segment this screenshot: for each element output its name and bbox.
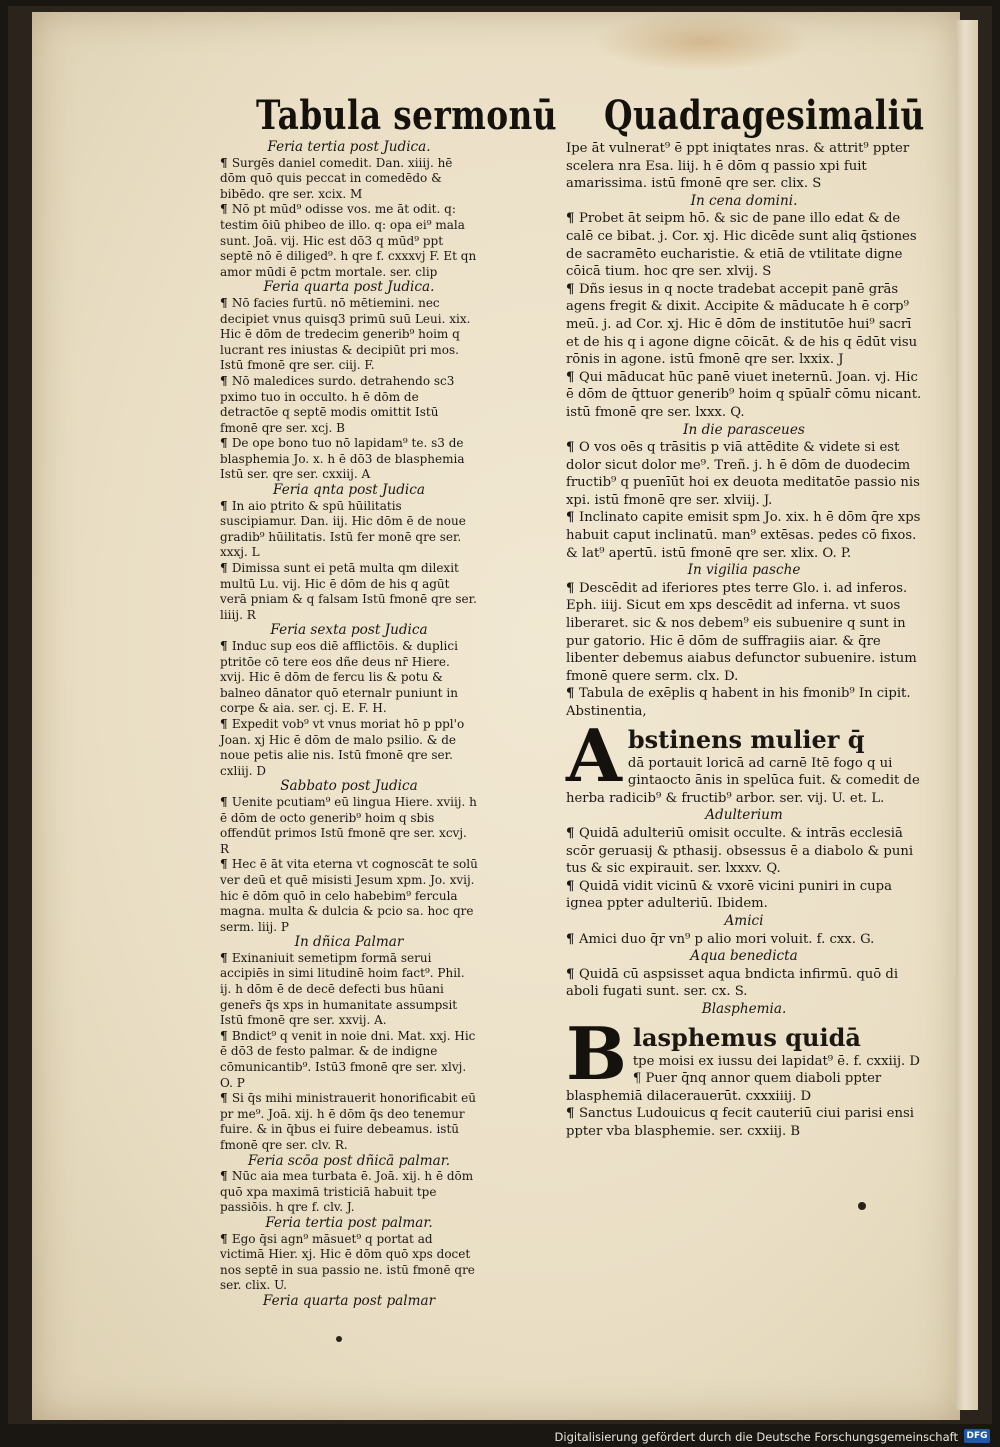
left-column — [220, 140, 478, 1310]
ink-spot — [858, 1202, 866, 1210]
index-entry: ¶ Sanctus Ludouicus q fecit cauteriū ciui parisi ensi ppter vba blasphemie. ser. cxxiij. B — [566, 1105, 922, 1140]
index-entry: ¶ Hec ē āt vita eterna vt cognoscāt te solū ver deū et quē misisti Jesum xpm. Jo. xvij. hic ē dōm quō in celo habebim⁹ fercula magna. multa & dulcia & pcio sa. hoc qre serm. liij. P — [220, 857, 478, 935]
section-heading: Feria tertia post Judica. — [267, 139, 431, 155]
index-entry: ¶ Quidā cū aspsisset aqua bndicta infirmū. quō di aboli fugati sunt. ser. cx. S. — [566, 966, 922, 1001]
index-entry: ¶ Ego q̄si agn⁹ māsuet⁹ q portat ad victimā Hier. xj. Hic ē dōm quō xps docet nos septē in sua passio ne. istū fmonē qre ser. clix. U. — [220, 1232, 478, 1294]
section-heading: In dñica Palmar — [294, 934, 404, 951]
index-entry: ¶ Nō facies furtū. nō mētiemini. nec decipiet vnus quisq3 primū suū Leui. xix. Hic ē dōm de tredecim generib⁹ hoim q lucrant res iniustas & decipiūt pri mos. Istū fmonē qre ser. ciij. F. — [220, 296, 478, 374]
drop-cap-initial: A — [566, 712, 622, 798]
section-heading: In cena domini. — [690, 192, 798, 209]
index-entry: ¶ Inclinato capite emisit spm Jo. xix. h ē dōm q̄re xps habuit caput inclinatū. man⁹ extēsas. pedes cō fixos. & lat⁹ apertū. istū fmonē qre ser. xlix. O. P. — [566, 509, 922, 562]
index-entry: ¶ Quidā adulteriū omisit occulte. & intrās ecclesiā scōr geruasij & pthasij. obsessus ē a diabolo & puni tus & sic expirauit. ser. lxxxv. Q. — [566, 825, 922, 878]
section-heading: In die parasceues — [683, 421, 805, 438]
index-entry: ¶ O vos oēs q trāsitis p viā attēdite & videte si est dolor sicut dolor me⁹. Treñ. j. h ē dōm de duodecim fructib⁹ q puenīūt hoi ex deuota meditatōe passio nis xpi. istū fmonē qre ser. xlviij. J. — [566, 439, 922, 509]
index-entry: ¶ Dimissa sunt ei petā multa qm dilexit multū Lu. vij. Hic ē dōm de his q agūt verā pniam & q falsam Istū fmonē qre ser. liiij. R — [220, 561, 478, 623]
entry-text: dā portauit loricā ad carnē Itē fogo q ui gintaocto ānis in spelūca fuit. & comedit de herba radicib⁹ & fructib⁹ arbor. ser. vij. U. et. L. — [566, 755, 920, 806]
section-heading: Sabbato post Judica — [280, 778, 418, 795]
index-entry: ¶ Amici duo q̄r vn⁹ p alio mori voluit. f. cxx. G. — [566, 931, 922, 949]
water-stain — [592, 12, 812, 72]
index-entry: ¶ Dñs iesus in q nocte tradebat accepit panē grās agens fregit & dixit. Accipite & māducate h ē corp⁹ meū. j. ad Cor. xj. Hic ē dōm de institutōe hui⁹ sacrī et de his q i agone digne cōicāt. & de his q ēdūt visu rōnis in agone. istū fmonē qre ser. lxxix. J — [566, 281, 922, 369]
section-heading: Aqua benedicta — [690, 948, 798, 965]
title-right: Quadragesimaliū — [604, 92, 925, 139]
decorated-entry — [566, 712, 922, 808]
index-entry: ¶ In aio ptrito & spū hūilitatis suscipiamur. Dan. iij. Hic dōm ē de noue gradib⁹ hūilitatis. Istū fer monē qre ser. xxxj. L — [220, 499, 478, 561]
section-heading: Feria quarta post palmar — [262, 1292, 436, 1309]
section-heading: Feria sexta post Judica — [270, 622, 428, 639]
section-heading: Adulterium — [705, 807, 783, 824]
index-entry: ¶ Nūc aia mea turbata ē. Joā. xij. h ē dōm quō xpa maximā tristiciā habuit tpe passiōis. h qre f. clv. J. — [220, 1169, 478, 1216]
index-entry: ¶ Expedit vob⁹ vt vnus moriat hō p ppl'o Joan. xj Hic ē dōm de malo psilio. & de noue petis alie nis. Istū fmonē qre ser. cxliij. D — [220, 717, 478, 779]
index-entry: ¶ Descēdit ad iferiores ptes terre Glo. i. ad inferos. Eph. iiij. Sicut em xps descēdit ad inferna. vt suos liberaret. sic & nos debem⁹ eis subuenire q sunt in pur gatorio. Hic ē dōm de suffragiis aiar. & q̄re libenter debemus aiabus defunctor subuenire. istum fmonē quere serm. clx. D. — [566, 580, 922, 686]
title-left: Tabula sermonū — [256, 92, 558, 139]
drop-cap-line: bstinens mulier q̄ — [627, 724, 865, 754]
decorated-entry — [566, 1010, 922, 1106]
footer-credit: Digitalisierung gefördert durch die Deutsche Forschungsgemeinschaft — [554, 1430, 958, 1444]
drop-cap-initial: B — [566, 1010, 627, 1096]
drop-cap-line: lasphemus quidā — [632, 1022, 861, 1052]
index-entry: Ipe āt vulnerat⁹ ē ppt iniqtates nras. & attrit⁹ ppter scelera nra Esa. liij. h ē dōm q passio xpi fuit amarissima. istū fmonē qre ser. clix. S — [566, 141, 910, 192]
index-entry: ¶ Exinaniuit semetipm formā serui accipiēs in simi litudinē hoim fact⁹. Phil. ij. h dōm ē de decē defecti bus hūani gener̄s q̄s xps in humanitate assumpsit Istū fmonē qre ser. xxvij. A. — [220, 951, 478, 1029]
index-entry: ¶ Tabula de exēplis q habent in his fmonib⁹ In cipit. Abstinentia, — [566, 685, 922, 720]
ink-spot — [336, 1336, 342, 1342]
section-heading: Feria qnta post Judica — [273, 482, 425, 499]
right-column — [566, 140, 922, 1140]
section-heading: Feria tertia post palmar. — [265, 1214, 433, 1231]
section-heading: Amici — [724, 912, 764, 929]
index-entry: ¶ Quidā vidit vicinū & vxorē vicini puniri in cupa ignea ppter adulteriū. Ibidem. — [566, 878, 922, 913]
index-entry: ¶ Nō pt mūd⁹ odisse vos. me āt odit. q: testim ōiū phibeo de illo. q: opa ei⁹ mala sunt. Joā. vij. Hic est dō3 q mūd⁹ ppt septē nō ē diliged⁹. h qre f. cxxxvj F. Et qn amor mūdi ē pctm mortale. ser. clip — [220, 202, 478, 280]
index-entry: ¶ Probet āt seipm hō. & sic de pane illo edat & de calē ce bibat. j. Cor. xj. Hic dicēde sunt aliq q̄stiones de sacramēto eucharistie. & etiā de vtilitate digne cōicā tium. hoc qre ser. xlvij. S — [566, 210, 922, 280]
section-heading: Feria quarta post Judica. — [263, 279, 435, 296]
index-entry: ¶ Induc sup eos diē afflictōis. & duplici ptritōe cō tere eos dñe deus nr̄ Hiere. xvij. Hic ē dōm de fercu lis & potu & balneo dānator quō eternalr puniunt in corpe & aia. ser. cj. E. F. H. — [220, 639, 478, 717]
page-edge-strip — [956, 20, 978, 1410]
index-entry: ¶ De ope bono tuo nō lapidam⁹ te. s3 de blasphemia Jo. x. h ē dō3 de blasphemia Istū ser. qre ser. cxxiij. A — [220, 436, 478, 483]
index-entry: ¶ Surgēs daniel comedit. Dan. xiiij. hē dōm quō quis peccat in comedēdo & bibēdo. qre ser. xcix. M — [220, 156, 478, 203]
index-entry: ¶ Si q̄s mihi ministrauerit honorificabit eū pr me⁹. Joā. xij. h ē dōm q̄s deo tenemur fuire. & in q̄bus ei fuire debeamus. istū fmonē qre ser. clv. R. — [220, 1091, 478, 1153]
section-heading: In vigilia pasche — [687, 562, 801, 579]
index-entry: ¶ Uenite pcutiam⁹ eū lingua Hiere. xviij. h ē dōm de octo generib⁹ hoim q sbis offendūt primos Istū fmonē qre ser. xcvj. R — [220, 795, 478, 857]
entry-text: tpe moisi ex iussu dei lapidat⁹ ē. f. cxxiij. D ¶ Puer q̄nq annor quem diaboli ppter blasphemiā dilacerauerūt. cxxxiiij. D — [566, 1053, 921, 1104]
dfg-logo: DFG — [964, 1429, 990, 1443]
index-entry: ¶ Nō maledices surdo. detrahendo sc3 pximo tuo in occulto. h ē dōm de detractōe q septē modis omittit Istū fmonē qre ser. xcj. B — [220, 374, 478, 436]
section-heading: Blasphemia. — [701, 1000, 787, 1017]
section-heading: Feria scōa post dñicā palmar. — [247, 1152, 451, 1169]
index-entry: ¶ Bndict⁹ q venit in noie dni. Mat. xxj. Hic ē dō3 de festo palmar. & de indigne cōmunicantib⁹. Istū3 fmonē qre ser. xlvj. O. P — [220, 1029, 478, 1091]
index-entry: ¶ Qui māducat hūc panē viuet ineternū. Joan. vj. Hic ē dōm de q̄ttuor generib⁹ hoim q spūalr̄ cōmu nicant. istū fmonē qre ser. lxxx. Q. — [566, 369, 922, 422]
